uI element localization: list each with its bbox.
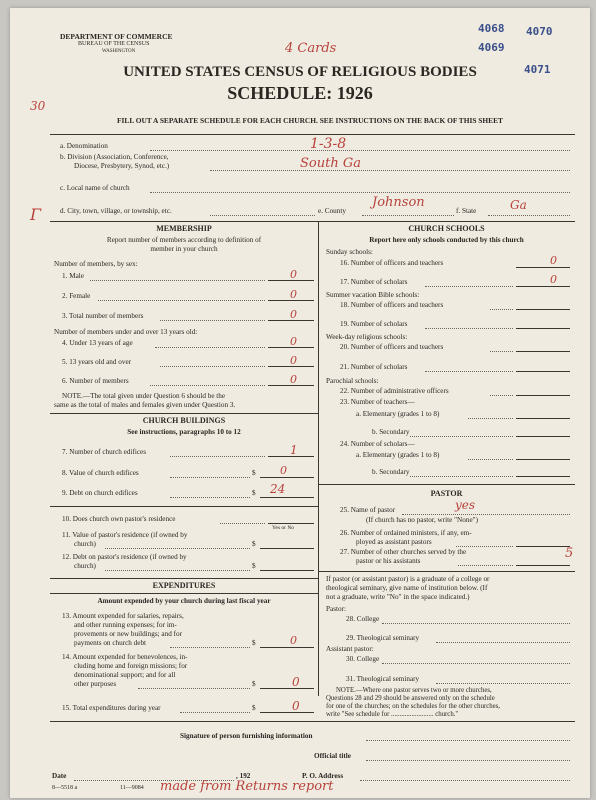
membership-note1: NOTE.—The total given under Question 6 should be the: [62, 392, 226, 400]
q11-label: 11. Value of pastor's residence (if owned by: [62, 531, 188, 539]
q30-label: 30. College: [346, 655, 380, 663]
schools-sub: Report here only schools conducted by this church: [369, 236, 524, 244]
q27-label-b: pastor or his assistants: [356, 557, 421, 565]
q22-label: 22. Number of administrative officers: [340, 387, 449, 395]
by-sex-label: Number of members, by sex:: [54, 260, 138, 268]
q5-value: 0: [290, 354, 297, 367]
membership-note2: same as the total of males and females given under Question 3.: [54, 401, 236, 409]
q16-value: 0: [550, 254, 557, 267]
form-subtitle: SCHEDULE: 1926: [227, 83, 373, 103]
stamp-number-4071: 4071: [524, 63, 551, 76]
yes-no-label: Yes or No: [272, 525, 295, 531]
pastor-note3: for one of the churches; on the schedules for the other churches,: [326, 703, 501, 710]
q29-label: 29. Theological seminary: [346, 634, 420, 642]
q14-label-d: other purposes: [74, 680, 117, 688]
schools-title: CHURCH SCHOOLS: [408, 224, 485, 233]
q25-label: 25. Name of pastor: [340, 506, 396, 514]
q23a-label: a. Elementary (grades 1 to 8): [356, 410, 440, 418]
q28-label: 28. College: [346, 615, 380, 623]
instruction-line: FILL OUT A SEPARATE SCHEDULE FOR EACH CHURCH. SEE INSTRUCTIONS ON THE BACK OF THIS SHEET: [117, 116, 503, 125]
membership-title: MEMBERSHIP: [156, 224, 212, 233]
q13-label-b: and other running expenses; for im-: [74, 621, 177, 629]
dept-label: DEPARTMENT OF COMMERCE: [60, 32, 173, 41]
pastor-note2: Questions 28 and 29 should be answered only on the schedule: [326, 695, 495, 702]
q9-dollar: $: [252, 489, 256, 497]
q7-label: 7. Number of church edifices: [62, 448, 147, 456]
state-value: Ga: [510, 198, 527, 212]
q11-dollar: $: [252, 540, 256, 548]
form-number: 8—5518 a: [52, 785, 78, 791]
q15-value: 0: [292, 699, 300, 713]
official-title-label: Official title: [314, 752, 351, 760]
buildings-title: CHURCH BUILDINGS: [142, 416, 226, 425]
q20-label: 20. Number of officers and teachers: [340, 343, 444, 351]
q24a-label: a. Elementary (grades 1 to 8): [356, 451, 440, 459]
q23-label: 23. Number of teachers—: [340, 398, 415, 406]
assistant-label: Assistant pastor:: [326, 645, 374, 653]
handwritten-cards-note: 4 Cards: [285, 41, 337, 56]
handwritten-check: Γ: [30, 205, 42, 224]
q4-value: 0: [290, 335, 297, 348]
q23b-label: b. Secondary: [372, 428, 410, 436]
q25-note: (If church has no pastor, write "None"): [366, 516, 478, 524]
q13-dollar: $: [252, 639, 256, 647]
form-title: UNITED STATES CENSUS OF RELIGIOUS BODIES: [123, 64, 477, 80]
denomination-value: 1-3-8: [310, 136, 347, 152]
q12-label: 12. Debt on pastor's residence (if owned by: [62, 553, 187, 561]
q13-label-a: 13. Amount expended for salaries, repairs,: [62, 612, 184, 620]
q26-label-a: 26. Number of ordained ministers, if any, em-: [340, 529, 472, 537]
q24b-label: b. Secondary: [372, 468, 410, 476]
q8-label: 8. Value of church edifices: [62, 469, 139, 477]
q13-value: 0: [290, 634, 297, 647]
q14-label-c: denominational support; and for all: [74, 671, 176, 679]
q16-label: 16. Number of officers and teachers: [340, 259, 444, 267]
pastor-note4: write "See schedule for ......................... church.": [326, 711, 459, 718]
q2-value: 0: [290, 288, 297, 301]
denomination-label: a. Denomination: [60, 142, 108, 150]
pastor-title: PASTOR: [430, 489, 463, 498]
q7-value: 1: [290, 443, 298, 457]
q17-value: 0: [550, 273, 557, 286]
expenditures-sub: Amount expended by your church during last fiscal year: [97, 597, 271, 605]
q15-label: 15. Total expenditures during year: [62, 704, 161, 712]
county-value: Johnson: [372, 195, 425, 210]
census-form-sheet: [10, 8, 590, 798]
division-label-2: Diocese, Presbytery, Synod, etc.): [74, 162, 170, 170]
county-label: e. County: [318, 207, 346, 215]
handwritten-bottom-note: made from Returns report: [160, 779, 334, 794]
q6-label: 6. Number of members: [62, 377, 129, 385]
form-number-2: 11—9084: [120, 785, 144, 791]
q27-value: 5: [565, 546, 574, 561]
q26-label-b: ployed as assistant pastors: [356, 538, 432, 546]
division-value: South Ga: [300, 156, 361, 171]
state-label: f. State: [456, 207, 477, 215]
year-label: , 192: [236, 772, 251, 780]
q4-label: 4. Under 13 years of age: [62, 339, 133, 347]
q27-label-a: 27. Number of other churches served by the: [340, 548, 467, 556]
parochial-label: Parochial schools:: [326, 377, 379, 385]
bureau-label: BUREAU OF THE CENSUS: [78, 41, 150, 47]
summer-label: Summer vacation Bible schools:: [326, 291, 420, 299]
q14-dollar: $: [252, 680, 256, 688]
membership-sub2: member in your church: [150, 245, 218, 253]
q14-value: 0: [292, 675, 300, 689]
q11-label-2: church): [74, 540, 96, 548]
q15-dollar: $: [252, 704, 256, 712]
handwritten-corner-note: 30: [30, 99, 46, 113]
q2-label: 2. Female: [62, 292, 91, 300]
q31-label: 31. Theological seminary: [346, 675, 420, 683]
stamp-number-4069: 4069: [478, 41, 505, 54]
stamp-number-4068: 4068: [478, 22, 505, 35]
expenditures-title: EXPENDITURES: [152, 581, 216, 590]
q12-dollar: $: [252, 562, 256, 570]
city-label: WASHINGTON: [102, 49, 136, 54]
q14-label-b: cluding home and foreign missions; for: [74, 662, 188, 670]
age-label: Number of members under and over 13 years old:: [54, 328, 198, 336]
q9-label: 9. Debt on church edifices: [62, 489, 138, 497]
q19-label: 19. Number of scholars: [340, 320, 408, 328]
q12-label-2: church): [74, 562, 96, 570]
signature-label: Signature of person furnishing information: [180, 732, 313, 740]
po-address-label: P. O. Address: [302, 772, 344, 780]
pastor-sub-label: Pastor:: [326, 605, 346, 613]
buildings-sub: See instructions, paragraphs 10 to 12: [127, 428, 241, 436]
q24-label: 24. Number of scholars—: [340, 440, 415, 448]
q8-value: 0: [280, 464, 287, 477]
division-label: b. Division (Association, Conference,: [60, 153, 169, 161]
q13-label-c: provements or new buildings; and for: [74, 630, 182, 638]
q1-value: 0: [290, 268, 297, 281]
local-name-label: c. Local name of church: [60, 184, 130, 192]
grad-line1: If pastor (or assistant pastor) is a graduate of a college or: [326, 575, 490, 583]
grad-line2: theological seminary, give name of institution below. (If: [326, 584, 488, 592]
date-label: Date: [52, 772, 67, 780]
weekday-label: Week-day religious schools:: [326, 333, 408, 341]
city-field-label: d. City, town, village, or township, etc.: [60, 207, 172, 215]
membership-sub1: Report number of members according to definition of: [106, 236, 262, 244]
q8-dollar: $: [252, 469, 256, 477]
q6-value: 0: [290, 373, 297, 386]
sunday-label: Sunday schools:: [326, 248, 373, 256]
q9-value: 24: [270, 482, 286, 496]
q25-value: yes: [455, 498, 476, 512]
grad-line3: not a graduate, write "No" in the space indicated.): [326, 593, 470, 601]
q21-label: 21. Number of scholars: [340, 363, 408, 371]
q5-label: 5. 13 years old and over: [62, 358, 132, 366]
q18-label: 18. Number of officers and teachers: [340, 301, 444, 309]
q3-label: 3. Total number of members: [62, 312, 144, 320]
q3-value: 0: [290, 308, 297, 321]
q1-label: 1. Male: [62, 272, 84, 280]
q10-label: 10. Does church own pastor's residence: [62, 515, 176, 523]
pastor-note1: NOTE.—Where one pastor serves two or more churches,: [336, 687, 492, 694]
q14-label-a: 14. Amount expended for benevolences, in-: [62, 653, 188, 661]
q13-label-d: payments on church debt: [74, 639, 147, 647]
q17-label: 17. Number of scholars: [340, 278, 408, 286]
stamp-number-4070: 4070: [526, 25, 553, 38]
